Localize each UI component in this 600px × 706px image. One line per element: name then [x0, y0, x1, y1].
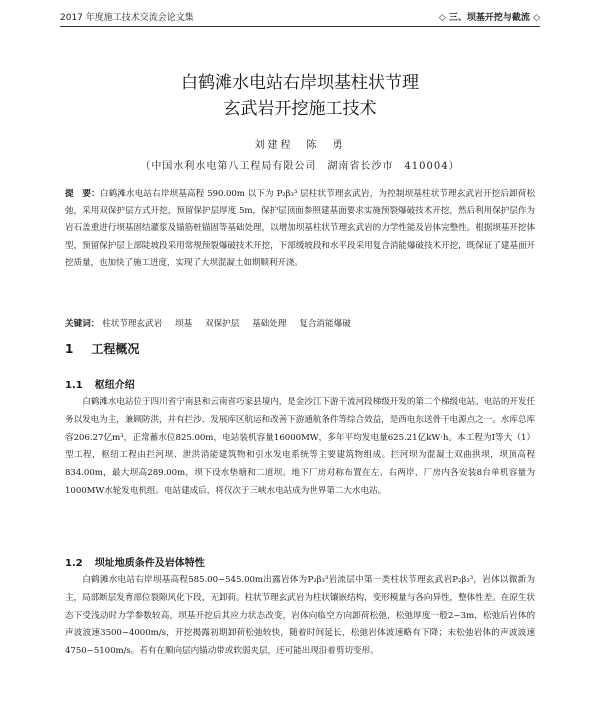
header-rule [60, 26, 540, 27]
paper-title [0, 70, 600, 122]
authors: 刘建程 陈 勇 [254, 140, 346, 151]
affiliation: （中国水利水电第八工程局有限公司 湖南省长沙市 410004） [140, 161, 460, 172]
keyword: 双保护层 [204, 319, 240, 329]
section-1-2-paragraph: 白鹤滩水电站右岸坝基高程585.00~545.00m出露岩体为P₂β₃³岩流层中第一类柱状节理玄武岩P₂β₃³，岩体以微新为主，局部断层发育部位裂隙风化下段，无卸荷。柱状节理玄武岩为柱状镶嵌结构，变形模量与各向异性，整体性差。在原生状态下受浅动时力学参数较高，坝基开挖后其应力状态改变，岩体向临空方向卸荷松弛，松弛厚度一般2~3m，松弛后岩体的声波波速3500~4000m/s，开挖揭露初期卸荷松弛较快，随着时间延长，松弛岩体波速略有下降；未松弛岩体的声波波速4750~5100m/s。若有在顺向层内锚动带或软弱夹层，还可能出现沿着剪切变形。 [65, 575, 535, 657]
keyword: 基础处理 [252, 319, 287, 329]
running-header [60, 10, 540, 24]
header-proceedings-title: 2017 年度施工技术交流会论文集 [60, 13, 194, 23]
keywords [65, 316, 535, 333]
section-heading-1-2 [65, 554, 205, 569]
keywords-label: 关键词： [65, 319, 100, 329]
keyword: 柱状节理玄武岩 [102, 319, 163, 329]
abstract-text: 白鹤滩水电站右岸坝基高程 590.00m 以下为 P₂β₃³ 层柱状节理玄武岩，为控制坝基柱状节理玄武岩开挖后卸荷松弛，采用双保护层方式开挖，预留保护层厚度 5m，保护层顶面参照建基面要求实施预裂爆破技术开挖，然后利用保护层作为岩石盖重进行坝基固结灌浆及锚筋桩锚固等基础处理，以增加坝基柱状节理玄武岩的力学性能及岩体完整性。根据坝基开挖体型，预留保护层上部陡坡段采用常规预裂爆破技术开挖，下部缓坡段和水平段采用复合消能爆破技术开挖，既保证了建基面开挖质量，也加快了施工进度，实现了大坝混凝土如期顺利开浇。 [65, 189, 536, 268]
section-heading-1-1 [65, 376, 135, 391]
section-number: 1 [65, 342, 74, 356]
section-1-1-paragraph: 白鹤滩水电站位于四川省宁南县和云南省巧家县境内，是金沙江下游干流河段梯级开发的第二个梯级电站。电站的开发任务以发电为主，兼顾防洪，并有拦沙、发展库区航运和改善下游通航条件等综合效益，是西电东送骨干电源点之一。水库总库容206.27亿m³，正常蓄水位825.00m，电站装机容量16000MW，多年平均发电量625.21亿kW·h。本工程为Ⅰ等大（1）型工程，枢纽工程由拦河坝、泄洪消能建筑物和引水发电系统等主要建筑物组成。拦河坝为混凝土双曲拱坝，坝顶高程834.00m，最大坝高289.00m，坝下设水垫塘和二道坝。地下厂房对称布置在左、右两岸，厂房内各安装8台单机容量为1000MW水轮发电机组。电站建成后，将仅次于三峡水电站成为世界第二大水电站。 [65, 397, 536, 496]
title-line-1: 白鹤滩水电站右岸坝基柱状节理 [181, 73, 419, 93]
keyword: 复合消能爆破 [299, 319, 351, 329]
header-section-title: ◇ 三、坝基开挖与截流 ◇ [438, 13, 540, 23]
section-title: 工程概况 [91, 342, 140, 356]
section-title: 枢纽介绍 [94, 380, 135, 391]
title-line-2: 玄武岩开挖施工技术 [223, 99, 377, 119]
section-title: 坝址地质条件及岩体特性 [94, 558, 205, 569]
section-number: 1.2 [65, 558, 83, 569]
keyword: 坝基 [175, 319, 193, 329]
section-number: 1.1 [65, 380, 83, 391]
section-heading-1 [65, 340, 139, 357]
abstract-label: 提 要： [65, 189, 100, 199]
abstract [65, 186, 535, 272]
